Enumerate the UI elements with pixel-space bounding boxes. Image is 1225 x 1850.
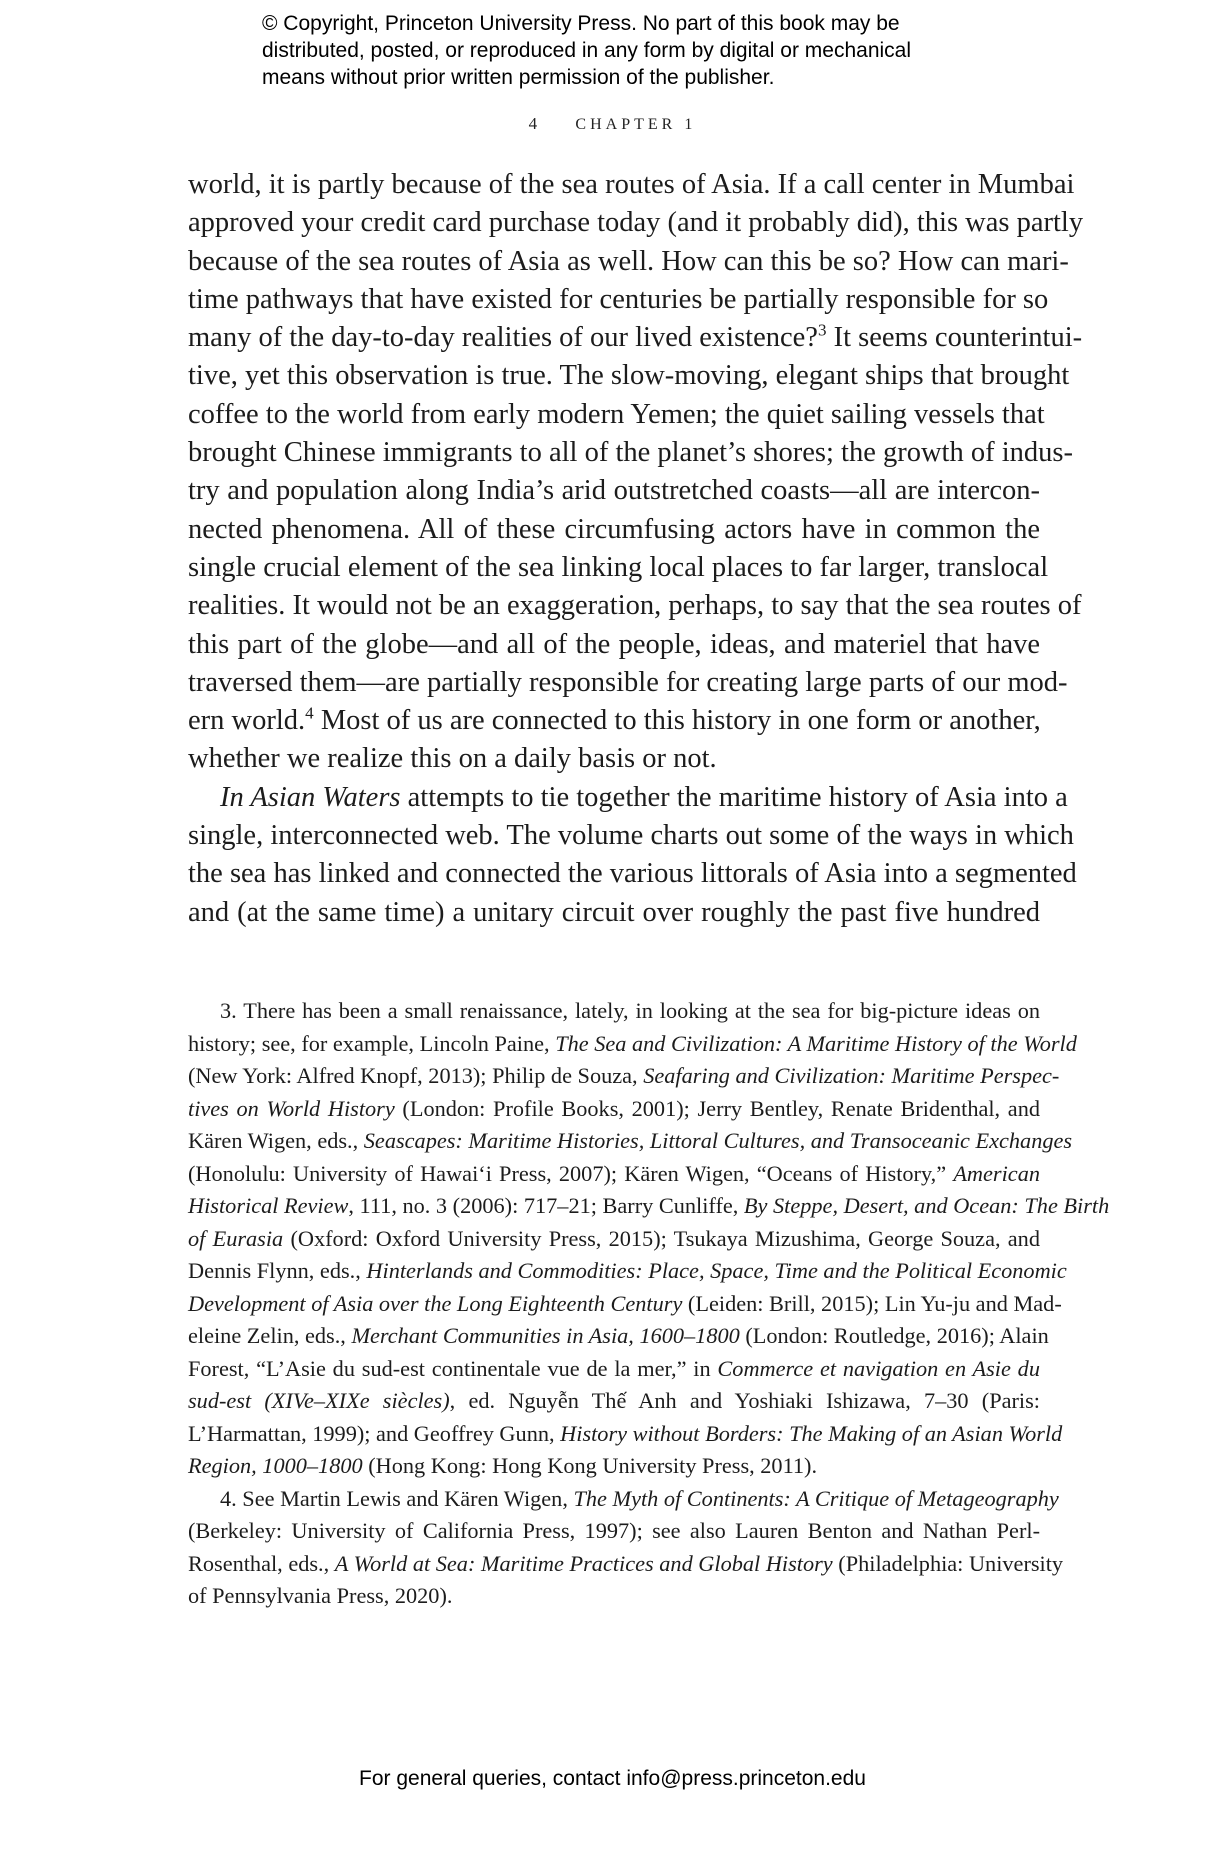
- text-line: world, it is partly because of the sea routes of Asia. If a call center in Mumbai: [188, 169, 1075, 200]
- paragraph-2: [188, 779, 1077, 932]
- footnote-line: [188, 1190, 1110, 1223]
- contact-footer: For general queries, contact info@press.princeton.edu: [359, 1767, 866, 1790]
- text-run: Dennis Flynn, eds.,: [188, 1258, 367, 1283]
- text-line: time pathways that have existed for centuries be partially responsible for so: [188, 283, 1049, 315]
- cited-title: The Sea and Civilization: A Maritime History of the World: [555, 1030, 1077, 1056]
- footnote-4: [188, 1483, 1064, 1613]
- footnote-line: [188, 1125, 1073, 1158]
- cited-title: Region, 1000–1800: [188, 1453, 363, 1478]
- text-line: nected phenomena. All of these circumfusing actors have in common the: [188, 513, 1040, 545]
- text-line: [188, 702, 1040, 740]
- body-text: [188, 166, 1084, 932]
- cited-title: Seascapes: Maritime Histories, Littoral Cultures, and Transoceanic Exchanges: [363, 1128, 1073, 1153]
- footnote-line: (Berkeley: University of California Press, 1997); see also Lauren Benton and Nathan Perl-: [188, 1518, 1040, 1543]
- text-line: single crucial element of the sea linking local places to far larger, translocal: [188, 551, 1049, 583]
- cited-title: Development of Asia over the Long Eighteenth Century: [188, 1290, 683, 1316]
- paragraph-1: [188, 166, 1084, 779]
- footnote-line: [188, 1385, 1040, 1418]
- text-run: Forest, “L’Asie du sud-est continentale vue de la mer,” in: [188, 1355, 718, 1381]
- text-line: this part of the globe—and all of the people, ideas, and materiel that have: [188, 628, 1040, 660]
- copyright-line: distributed, posted, or reproduced in any form by digital or mechanical: [262, 39, 912, 62]
- cited-title: Historical Review: [188, 1193, 349, 1218]
- text-run: 4. See Martin Lewis and Kären Wigen,: [220, 1485, 574, 1511]
- footnote-line: [188, 1158, 1040, 1191]
- cited-title: History without Borders: The Making of an Asian World: [560, 1420, 1063, 1446]
- text-run: history; see, for example, Lincoln Paine,: [188, 1030, 556, 1056]
- text-run: , 111, no. 3 (2006): 717–21; Barry Cunliffe,: [348, 1193, 744, 1218]
- book-title: In Asian Waters: [220, 781, 401, 813]
- text-run: (Honolulu: University of Hawai‘i Press, 2007); Kären Wigen, “Oceans of History,”: [188, 1160, 954, 1186]
- text-run: attempts to tie together the maritime history of Asia into a: [400, 781, 1068, 813]
- text-line: single, interconnected web. The volume charts out some of the ways in which: [188, 820, 1074, 852]
- text-line: coffee to the world from early modern Yemen; the quiet sailing vessels that: [188, 398, 1045, 430]
- footnote-line: [188, 1548, 1064, 1581]
- text-run: (Oxford: Oxford University Press, 2015); Tsukaya Mizushima, George Souza, and: [283, 1225, 1040, 1251]
- cited-title: A World at Sea: Maritime Practices and Global History: [334, 1550, 833, 1576]
- footnote-ref-3[interactable]: 3: [817, 320, 827, 340]
- text-run: , ed. Nguyễn Thế Anh and Yoshiaki Ishizawa, 7–30 (Paris:: [449, 1388, 1040, 1413]
- cited-title: Seafaring and Civilization: Maritime Perspec-: [643, 1063, 1060, 1088]
- text-run: (London: Routledge, 2016); Alain: [739, 1323, 1049, 1348]
- cited-title: sud-est (XIVe–XIXe siècles): [188, 1388, 450, 1413]
- footnote-line: [188, 1353, 1040, 1386]
- copyright-line: means without prior written permission of the publisher.: [262, 66, 775, 89]
- footnote-line: [188, 1320, 1049, 1353]
- chapter-label: CHAPTER 1: [575, 116, 697, 133]
- cited-title: American: [953, 1160, 1040, 1186]
- text-line: try and population along India’s arid outstretched coasts—all are intercon-: [188, 475, 1040, 507]
- cited-title: Hinterlands and Commodities: Place, Space, Time and the Political Economic: [366, 1258, 1067, 1283]
- cited-title: tives on World History: [188, 1095, 395, 1121]
- text-run: (New York: Alfred Knopf, 2013); Philip de Souza,: [188, 1063, 644, 1088]
- text-line: traversed them—are partially responsible for creating large parts of our mod-: [188, 666, 1068, 698]
- text-line: [188, 319, 1083, 357]
- footnote-line: [188, 1060, 1060, 1093]
- text-line: brought Chinese immigrants to all of the planet’s shores; the growth of indus-: [188, 437, 1073, 469]
- footnote-line: [188, 1418, 1063, 1451]
- text-run: (Leiden: Brill, 2015); Lin Yu-ju and Mad-: [682, 1290, 1062, 1316]
- cited-title: The Myth of Continents: A Critique of Metageography: [573, 1485, 1059, 1511]
- cited-title: of Eurasia: [188, 1225, 284, 1251]
- text-run: (Philadelphia: University: [832, 1550, 1064, 1576]
- text-line: realities. It would not be an exaggeration, perhaps, to say that the sea routes of: [188, 590, 1082, 622]
- footnote-line: [188, 1255, 1067, 1288]
- cited-title: Commerce et navigation en Asie du: [717, 1355, 1040, 1381]
- text-run: (Hong Kong: Hong Kong University Press, 2011).: [362, 1453, 818, 1478]
- footnote-3: [188, 995, 1110, 1483]
- text-run: Most of us are connected to this history in one form or another,: [313, 705, 1041, 737]
- page-number: 4: [528, 114, 541, 133]
- running-head: [0, 114, 1225, 134]
- text-line: because of the sea routes of Asia as well. How can this be so? How can mari-: [188, 245, 1069, 277]
- text-run: eleine Zelin, eds.,: [188, 1323, 352, 1348]
- text-run: many of the day-to-day realities of our lived existence?: [188, 322, 818, 354]
- text-line: approved your credit card purchase today (and it probably did), this was partly: [188, 207, 1084, 239]
- footnote-line: [188, 1028, 1077, 1061]
- copyright-notice: [262, 10, 982, 91]
- cited-title: By Steppe, Desert, and Ocean: The Birth: [743, 1193, 1110, 1218]
- text-run: Rosenthal, eds.,: [188, 1550, 335, 1576]
- text-line: whether we realize this on a daily basis or not.: [188, 743, 717, 775]
- footnote-line: [188, 1093, 1040, 1126]
- text-line: tive, yet this observation is true. The slow-moving, elegant ships that brought: [188, 360, 1070, 392]
- footnote-line: [188, 1450, 1040, 1483]
- text-line: [188, 779, 1068, 817]
- footnote-line: of Pennsylvania Press, 2020).: [188, 1583, 453, 1608]
- text-line: and (at the same time) a unitary circuit over roughly the past five hundred: [188, 896, 1040, 928]
- cited-title: Merchant Communities in Asia, 1600–1800: [351, 1323, 740, 1348]
- text-run: It seems counterintui-: [826, 322, 1083, 354]
- text-run: Kären Wigen, eds.,: [188, 1128, 364, 1153]
- footnote-line: 3. There has been a small renaissance, lately, in looking at the sea for big-picture ideas on: [220, 998, 1040, 1023]
- footnote-line: [188, 1483, 1059, 1516]
- text-run: (London: Profile Books, 2001); Jerry Bentley, Renate Bridenthal, and: [394, 1095, 1040, 1121]
- footnote-line: [188, 1223, 1040, 1256]
- text-line: the sea has linked and connected the various littorals of Asia into a segmented: [188, 858, 1077, 890]
- footnotes: [188, 995, 1110, 1613]
- text-run: L’Harmattan, 1999); and Geoffrey Gunn,: [188, 1420, 561, 1446]
- footnote-line: [188, 1288, 1062, 1321]
- copyright-line: © Copyright, Princeton University Press. No part of this book may be: [262, 12, 900, 35]
- text-run: ern world.: [188, 705, 306, 737]
- footnote-ref-4[interactable]: 4: [305, 703, 314, 723]
